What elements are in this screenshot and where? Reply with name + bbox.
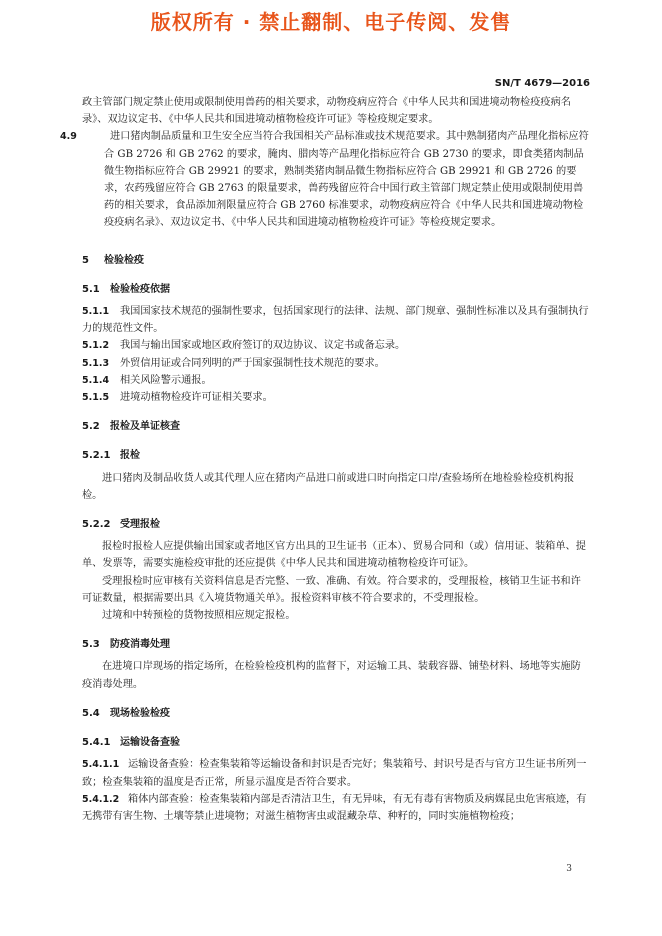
document-body: [60, 94, 590, 825]
heading-number: 5: [82, 254, 89, 266]
heading-number: 5.3: [82, 639, 100, 651]
section-heading-5-4-1: [82, 734, 590, 751]
heading-text: 报检及单证核查: [110, 421, 180, 433]
clause-number: 5.1.2: [82, 340, 110, 352]
clause-5-4-1-2: [82, 791, 590, 825]
clause-number: 5.1.3: [82, 357, 110, 369]
clause-text: 外贸信用证或合同列明的严于国家强制性技术规范的要求。: [120, 357, 385, 369]
heading-text: 检验检疫: [104, 254, 144, 266]
section-heading-5: [82, 252, 590, 269]
section-heading-5-1: [82, 281, 590, 298]
heading-number: 5.4.1: [82, 737, 111, 749]
clause-number: 5.1.1: [82, 306, 110, 318]
section-heading-5-2-1: [82, 447, 590, 464]
clause-5-4-1-1: [82, 756, 590, 790]
paragraph-5-3: 在进境口岸现场的指定场所，在检验检疫机构的监督下，对运输工具、装载容器、铺垫材料、场地等实施防疫消毒处理。: [82, 661, 581, 690]
clause-number: 5.1.5: [82, 392, 110, 404]
heading-text: 防疫消毒处理: [110, 639, 170, 651]
clause-number: 5.4.1.1: [82, 759, 120, 771]
section-heading-5-2: [82, 418, 590, 435]
heading-text: 运输设备查验: [120, 737, 180, 749]
clause-5-1-3: [82, 355, 590, 372]
clause-text: 相关风险警示通报。: [120, 374, 212, 386]
page-number: 3: [566, 864, 572, 874]
clause-5-1-4: [82, 372, 590, 389]
heading-text: 受理报检: [120, 519, 160, 531]
heading-number: 5.2.1: [82, 450, 111, 462]
heading-number: 5.4: [82, 707, 100, 719]
clause-text: 进口猪肉制品质量和卫生安全应当符合我国相关产品标准或技术规范要求。其中熟制猪肉产品理化指标应符合 GB 2726 和 GB 2762 的要求，腌肉、腊肉等产品理化指标应符合 GB 2730 的要求，即食类猪肉制品微生物指标应符合 GB 29921 的要求，熟制类猪肉制品微生物指标应符合 GB 29921 和 GB 2726 的要求，农药残留应符合 GB 2763 的限量要求，兽药残留应符合中国行政主管部门规定禁止使用或限制使用兽药的相关要求，食品添加剂限量应符合 GB 2760 标准要求，动物疫病应符合《中华人民共和国进境动物检疫疫病名录》、双边议定书、《中华人民共和国进境动植物检疫许可证》等检疫规定要求。: [104, 131, 589, 229]
paragraph-5-2-2-c: 过境和中转预检的货物按照相应规定报检。: [102, 610, 296, 622]
clause-text: 运输设备查验：检查集装箱等运输设备和封识是否完好；集装箱号、封识号是否与官方卫生证书所列一致；检查集装箱的温度是否正常，所显示温度是否符合要求。: [82, 759, 587, 788]
clause-text: 进境动植物检疫许可证相关要求。: [120, 392, 273, 404]
standard-number: SN/T 4679—2016: [494, 78, 590, 89]
heading-number: 5.2.2: [82, 519, 111, 531]
clause-5-1-1: [82, 303, 590, 337]
heading-number: 5.2: [82, 421, 100, 433]
clause-number: 5.1.4: [82, 374, 110, 386]
section-heading-5-4: [82, 705, 590, 722]
paragraph-5-2-1: 进口猪肉及制品收货人或其代理人应在猪肉产品进口前或进口时向指定口岸/查验场所在地检验检疫机构报检。: [82, 472, 575, 501]
clause-text: 我国与输出国家或地区政府签订的双边协议、议定书或备忘录。: [120, 340, 406, 352]
clause-5-1-5: [82, 389, 590, 406]
heading-number: 5.1: [82, 283, 100, 295]
copyright-watermark: 版权所有 · 禁止翻制、电子传阅、发售: [150, 10, 512, 34]
paragraph-5-2-2-b: 受理报检时应审核有关资料信息是否完整、一致、准确、有效。符合要求的，受理报检，核销卫生证书和许可证数量，根据需要出具《入境货物通关单》。报检资料审核不符合要求的，不受理报检。: [82, 575, 581, 604]
clause-number: 5.4.1.2: [82, 793, 120, 805]
heading-text: 现场检验检疫: [110, 707, 170, 719]
clause-text: 我国国家技术规范的强制性要求，包括国家现行的法律、法规、部门规章、强制性标准以及具有强制执行力的规范性文件。: [82, 306, 589, 335]
section-heading-5-3: [82, 636, 590, 653]
clause-number: 4.9: [60, 131, 77, 143]
clause-4-9: [60, 128, 590, 231]
clause-text: 箱体内部查验：检查集装箱内部是否清洁卫生，有无异味，有无有毒有害物质及病媒昆虫危害痕迹，有无携带有害生物、土壤等禁止进境物；对滋生植物害虫或混藏杂草、种籽的，同时实施植物检疫；: [82, 793, 587, 822]
heading-text: 报检: [120, 450, 140, 462]
clause-5-1-2: [82, 337, 590, 354]
section-heading-5-2-2: [82, 516, 590, 533]
paragraph-5-2-2-a: 报检时报检人应提供输出国家或者地区官方出具的卫生证书（正本）、贸易合同和（或）信用证、装箱单、提单、发票等，需要实施检疫审批的还应提供《中华人民共和国进境动植物检疫许可证》。: [82, 541, 586, 570]
heading-text: 检验检疫依据: [110, 283, 170, 295]
paragraph-continuation: 政主管部门规定禁止使用或限制使用兽药的相关要求，动物疫病应符合《中华人民共和国进境动物检疫疫病名录》、双边议定书、《中华人民共和国进境动植物检疫许可证》等检疫规定要求。: [82, 97, 571, 126]
